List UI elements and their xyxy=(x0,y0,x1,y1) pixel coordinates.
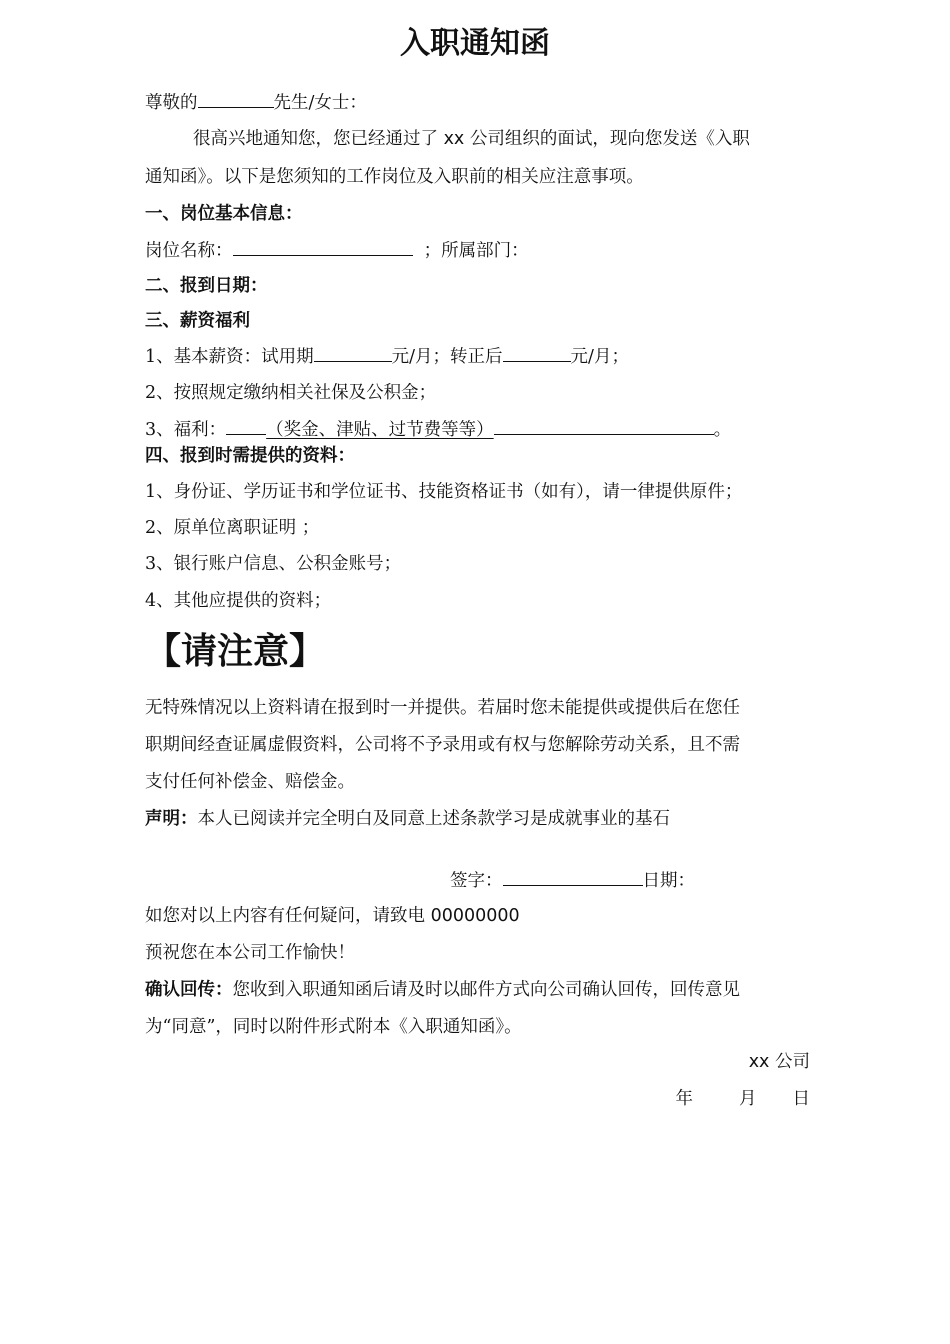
contact-phone: 00000000 xyxy=(430,906,520,926)
wishes-line: 预祝您在本公司工作愉快！ xyxy=(145,943,355,963)
benefits-label: 3、福利： xyxy=(145,420,227,440)
signature-label: 签字： xyxy=(450,871,503,891)
date-label: 日期： xyxy=(642,871,695,891)
notice-heading: 【请注意】 xyxy=(145,631,326,672)
benefits-content: （奖金、津贴、过节费等等） xyxy=(266,420,494,440)
section4-heading: 四、报到时需提供的资料： xyxy=(145,446,355,466)
year-label: 年 xyxy=(675,1089,693,1109)
contact-line xyxy=(145,903,810,929)
notice-text: 无特殊情况以上资料请在报到时一并提供。若届时您未能提供或提供后在您任 xyxy=(145,698,740,718)
department-label: ；所属部门： xyxy=(423,241,529,261)
declaration-line xyxy=(145,806,810,832)
month-label: 月 xyxy=(739,1089,757,1109)
benefits-blank-pre xyxy=(226,416,266,435)
salary-suffix: 元/月； xyxy=(570,347,629,367)
signature-blank xyxy=(503,867,643,886)
greeting-prefix: 尊敬的 xyxy=(145,93,198,113)
declaration-text: 本人已阅读并完全明白及同意上述条款学习是成就事业的基石 xyxy=(197,809,670,829)
declaration-label: 声明： xyxy=(145,809,198,829)
greeting-suffix: 先生/女士： xyxy=(273,93,367,113)
document-item: 4、其他应提供的资料； xyxy=(145,591,332,611)
section2-heading: 二、报到日期： xyxy=(145,276,268,296)
salary-line xyxy=(145,343,810,370)
company-suffix: 公司 xyxy=(769,1052,810,1072)
signature-line xyxy=(450,867,810,894)
position-line xyxy=(145,237,810,264)
intro-company: xx xyxy=(443,129,465,149)
intro-line-2: 通知函》。以下是您须知的工作岗位及入职前的相关应注意事项。 xyxy=(145,167,644,187)
position-label: 岗位名称： xyxy=(145,241,233,261)
greeting-line xyxy=(145,89,810,116)
confirm-line-2: 为“同意”，同时以附件形式附本《入职通知函》。 xyxy=(145,1017,522,1037)
benefits-end: 。 xyxy=(713,420,732,440)
notice-text: 职期间经查证属虚假资料，公司将不予录用或有权与您解除劳动关系，且不需 xyxy=(145,735,740,755)
day-label: 日 xyxy=(792,1089,810,1109)
position-blank xyxy=(233,237,413,256)
contact-text: 如您对以上内容有任何疑问，请致电 xyxy=(145,906,431,926)
company-signoff xyxy=(145,1049,810,1075)
page-title: 入职通知函 xyxy=(400,26,550,61)
document-item: 2、原单位离职证明 ； xyxy=(145,518,320,538)
benefits-blank-post xyxy=(494,416,714,435)
section3-heading: 三、薪资福利 xyxy=(145,311,250,331)
insurance-line: 2、按照规定缴纳相关社保及公积金； xyxy=(145,383,437,403)
intro-line-1 xyxy=(145,126,810,152)
confirm-text: 您收到入职通知函后请及时以邮件方式向公司确认回传，回传意见 xyxy=(232,980,740,1000)
section1-heading: 一、岗位基本信息： xyxy=(145,204,303,224)
intro-text-b: 公司组织的面试，现向您发送《入职 xyxy=(464,129,750,149)
confirm-line-1 xyxy=(145,977,810,1003)
document-item: 1、身份证、学历证书和学位证书、技能资格证书（如有），请一律提供原件； xyxy=(145,482,743,502)
notice-text: 支付任何补偿金、赔偿金。 xyxy=(145,772,355,792)
benefits-line xyxy=(145,416,810,443)
document-item: 3、银行账户信息、公积金账号； xyxy=(145,554,402,574)
company-abbrev: xx xyxy=(748,1052,770,1072)
name-blank xyxy=(198,89,274,108)
intro-text-a: 很高兴地通知您，您已经通过了 xyxy=(193,129,444,149)
confirm-label: 确认回传： xyxy=(145,980,233,1000)
salary-prefix: 1、基本薪资：试用期 xyxy=(145,347,314,367)
date-signoff xyxy=(145,1086,810,1112)
salary-mid: 元/月；转正后 xyxy=(391,347,503,367)
regular-salary-blank xyxy=(503,343,571,362)
probation-salary-blank xyxy=(314,343,392,362)
